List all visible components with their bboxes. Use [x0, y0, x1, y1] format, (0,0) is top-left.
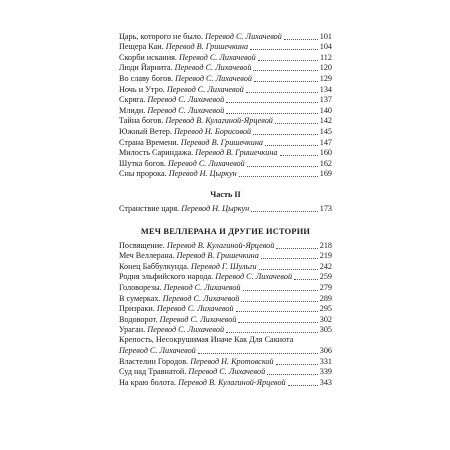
toc-entry — [119, 105, 332, 116]
toc-group-bottom-a — [119, 240, 332, 335]
entry-translator: Перевод С. Лихачевой — [147, 325, 225, 335]
entry-translator: Перевод С. Лихачевой — [163, 282, 241, 292]
entry-title: Во славу богов. — [119, 73, 174, 83]
toc-entry — [119, 304, 332, 315]
entry-translator: Перевод С. Лихачевой — [147, 105, 225, 115]
page-number: 142 — [319, 116, 332, 126]
entry-translator: Перевод С. Лихачевой — [159, 314, 237, 324]
entry-title: Царь, которого не было. — [119, 31, 204, 41]
entry-translator: Перевод Н. Цыркун — [168, 169, 237, 179]
entry-title: Властелин Городов. — [119, 356, 189, 366]
entry-translator: Перевод С. Лихачевой — [188, 367, 266, 377]
page-number: 147 — [319, 137, 332, 147]
toc-entry — [119, 203, 332, 214]
page-number: 137 — [319, 95, 332, 105]
page-number: 306 — [319, 346, 332, 356]
toc-entry — [119, 356, 332, 367]
section-heading: МЕЧ ВЕЛЛЕРАНА И ДРУГИЕ ИСТОРИИ — [140, 227, 311, 236]
part-heading: Часть II — [210, 190, 241, 199]
toc-entry — [119, 84, 332, 95]
toc-entry-two-line — [119, 335, 332, 356]
leader-dots — [253, 70, 317, 71]
entry-title: Южный Ветер. — [119, 126, 172, 136]
entry-text — [119, 294, 239, 304]
entry-translator: Перевод С. Лихачевой — [205, 31, 282, 41]
toc-entry — [119, 293, 332, 304]
toc-entry — [119, 148, 332, 159]
entry-translator: Перевод С. Лихачевой — [166, 84, 244, 94]
entry-translator: Перевод С. Лихачевой — [167, 158, 245, 168]
leader-dots — [246, 92, 318, 93]
leader-dots — [253, 134, 318, 135]
toc-entry — [119, 73, 332, 84]
page-number: 295 — [319, 304, 332, 314]
toc-entry — [119, 377, 332, 388]
page-number: 259 — [319, 272, 332, 282]
leader-dots — [288, 385, 318, 386]
leader-dots — [267, 374, 318, 375]
toc-entry — [119, 31, 332, 42]
page-number: 219 — [319, 251, 332, 261]
page-number: 140 — [319, 105, 332, 115]
entry-text — [119, 32, 282, 42]
entry-text — [119, 169, 237, 179]
leader-dots — [251, 211, 317, 212]
entry-translator: Перевод В. Гришечкина — [165, 42, 249, 52]
entry-title: Призраки. — [119, 304, 155, 314]
leader-dots — [259, 269, 318, 270]
leader-dots — [226, 332, 318, 333]
entry-title: Скорби искания. — [119, 52, 177, 62]
leader-dots — [294, 279, 318, 280]
page-number: 343 — [319, 377, 332, 387]
toc-entry — [119, 261, 332, 272]
toc-entry — [119, 240, 332, 251]
entry-title: На краю болота. — [119, 377, 177, 387]
page-number: 169 — [319, 169, 332, 179]
entry-text — [119, 251, 259, 261]
entry-translator: Перевод Н. Кротовской — [190, 356, 274, 366]
page-number: 134 — [319, 84, 332, 94]
leader-dots — [226, 102, 318, 103]
leader-dots — [239, 176, 318, 177]
entry-translator: Перевод В. Гришечкина — [195, 148, 278, 158]
entry-title: Страна Времени. — [119, 137, 179, 147]
page-number: 331 — [319, 356, 332, 366]
entry-text — [119, 116, 273, 126]
page-number: 160 — [319, 148, 332, 158]
entry-translator: Перевод В. Гришечкина — [180, 137, 263, 147]
leader-dots — [284, 39, 318, 40]
entry-text — [119, 304, 234, 314]
page-number: 162 — [319, 158, 332, 168]
toc-entry — [119, 42, 332, 53]
entry-translator: Перевод С. Лихачевой — [175, 73, 252, 83]
page-number: 112 — [320, 52, 332, 62]
entry-text — [119, 367, 265, 377]
entry-text — [119, 74, 252, 84]
entry-translator: Перевод С. Лихачевой — [162, 293, 240, 303]
entry-translator: Перевод В. Гришечкина — [176, 251, 259, 261]
entry-translator: Перевод С. Лихачевой — [174, 63, 252, 73]
toc-entry — [119, 158, 332, 169]
entry-title: Скряга. — [119, 95, 146, 105]
entry-translator: Перевод В. Кулагиной-Ярцевой — [165, 116, 273, 126]
leader-dots — [226, 113, 318, 114]
entry-text — [119, 283, 241, 293]
leader-dots — [261, 258, 318, 259]
entry-title: Ночь и Утро. — [119, 84, 165, 94]
toc-entry — [119, 95, 332, 106]
entry-text — [119, 325, 224, 335]
entry-title: Родня эльфийского народа. — [119, 272, 214, 282]
page-number: 129 — [319, 73, 332, 83]
page-number: 218 — [319, 240, 332, 250]
entry-text — [119, 95, 224, 105]
leader-dots — [247, 166, 318, 167]
entry-text — [119, 378, 286, 388]
leader-dots — [275, 123, 318, 124]
toc-entry — [119, 126, 332, 137]
entry-title: Головорезы. — [119, 282, 162, 292]
entry-translator: Перевод В. Кулагиной-Ярцевой — [178, 377, 286, 387]
entry-text — [119, 272, 292, 282]
leader-dots — [238, 322, 317, 323]
leader-dots — [265, 145, 318, 146]
entry-title: Млиди. — [119, 105, 146, 115]
leader-dots — [250, 49, 318, 50]
entry-text — [119, 53, 256, 63]
entry-title: Пещера Каи. — [119, 42, 164, 52]
page-number: 339 — [319, 367, 332, 377]
entry-translator: Перевод С. Лихачевой — [147, 95, 225, 105]
leader-dots — [276, 364, 318, 365]
entry-translator: Перевод С. Лихачевой — [178, 52, 256, 62]
leader-dots — [276, 248, 317, 249]
toc-entry — [119, 52, 332, 63]
page-number: 305 — [319, 325, 332, 335]
toc-group-top — [119, 31, 332, 179]
entry-text — [119, 42, 248, 52]
entry-text — [119, 262, 257, 272]
page-number: 173 — [319, 203, 332, 213]
entry-title: Шутка богов. — [119, 158, 166, 168]
leader-dots — [280, 155, 318, 156]
page-number: 279 — [319, 282, 332, 292]
toc-group-bottom-b — [119, 356, 332, 388]
entry-translator: Перевод Г. Шульги — [191, 261, 257, 271]
entry-translator: Перевод С. Лихачевой — [156, 304, 234, 314]
entry-text — [119, 148, 278, 158]
page-number: 101 — [319, 31, 332, 41]
entry-title: Водоворот. — [119, 314, 158, 324]
entry-title: Тайна богов. — [119, 116, 164, 126]
page-number: 104 — [319, 42, 332, 52]
leader-dots — [258, 60, 318, 61]
toc-entry — [119, 314, 332, 325]
leader-dots — [198, 353, 318, 354]
toc-entry — [119, 325, 332, 336]
entry-translator: Перевод С. Лихачевой — [119, 346, 196, 356]
page-number: 120 — [319, 63, 332, 73]
leader-dots — [236, 311, 318, 312]
toc-entry — [119, 137, 332, 148]
entry-translator: Перевод С. Лихачевой — [215, 272, 293, 282]
leader-dots — [241, 301, 317, 302]
toc-entry — [119, 63, 332, 74]
entry-text — [119, 315, 236, 325]
entry-title: В сумерках. — [119, 293, 161, 303]
entry-title: Сны пророка. — [119, 169, 167, 179]
leader-dots — [254, 81, 318, 82]
entry-title: Милость Сариндажа. — [119, 148, 194, 158]
entry-text — [119, 106, 224, 116]
entry-translator: Перевод В. Кулагиной-Ярцевой — [166, 240, 275, 250]
entry-translator: Перевод Н. Борисовой — [173, 126, 252, 136]
toc-entry — [119, 169, 332, 180]
toc-entry — [119, 282, 332, 293]
toc-entry — [119, 367, 332, 378]
page-number: 302 — [319, 314, 332, 324]
entry-title: Суд над Травнатой. — [119, 367, 187, 377]
entry-text — [119, 241, 274, 251]
entry-title: Ураган. — [119, 325, 146, 335]
entry-text — [119, 127, 251, 137]
entry-text: Странствие царя. Перевод Н. Цыркун — [119, 203, 250, 213]
toc-entry — [119, 272, 332, 283]
entry-title: Посвящение. — [119, 240, 165, 250]
page-number: 289 — [319, 293, 332, 303]
toc-entry — [119, 116, 332, 127]
entry-text — [119, 159, 245, 169]
entry-title: Меч Веллерана. — [119, 251, 175, 261]
entry-text — [119, 357, 274, 367]
leader-dots — [243, 290, 318, 291]
entry-text — [119, 138, 263, 148]
entry-text — [119, 63, 251, 73]
entry-title: Конец Баббулкунда. — [119, 261, 189, 271]
entry-title: Крепость, Несокрушимая Иначе Как Для Сакнота — [119, 335, 294, 344]
page-number: 242 — [319, 261, 332, 271]
page-number: 145 — [319, 126, 332, 136]
toc-entry — [119, 251, 332, 262]
entry-title: Люди Йарнита. — [119, 63, 173, 73]
entry-text — [119, 85, 244, 95]
